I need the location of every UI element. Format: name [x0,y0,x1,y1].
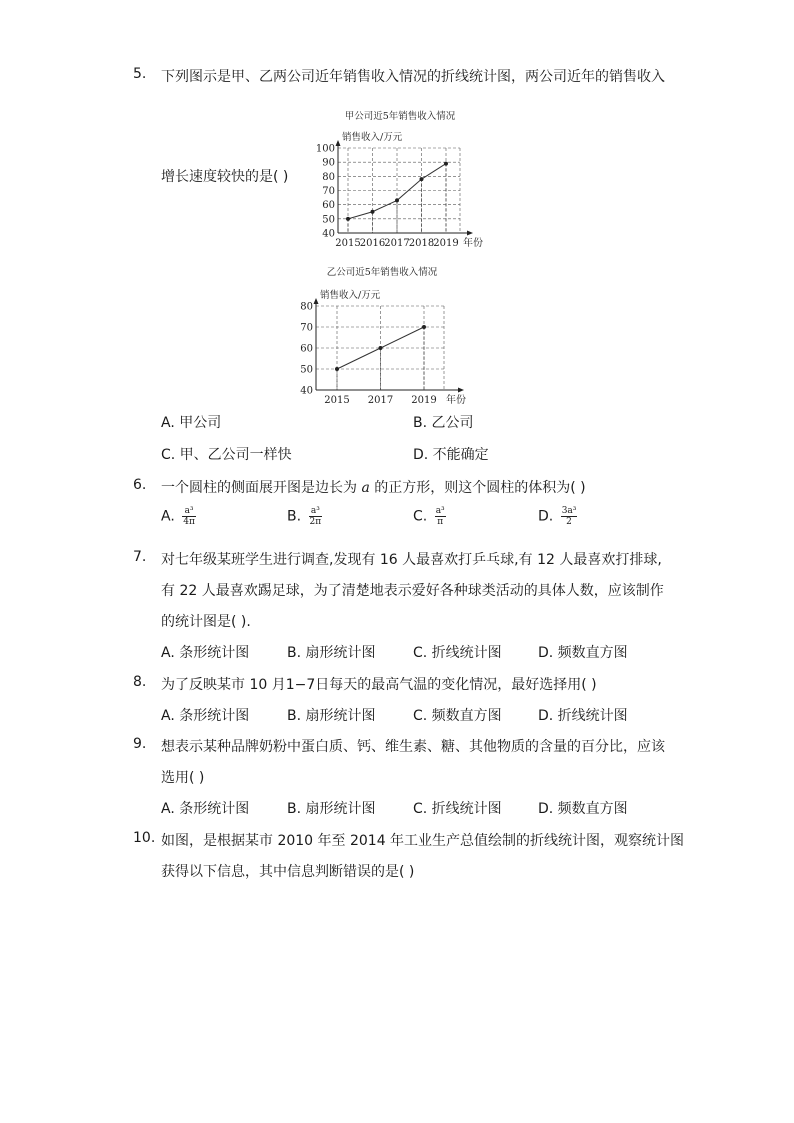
question-9-option-d[interactable]: D. 频数直方图 [538,801,628,817]
question-8-stem: 为了反映某市 10 月1−7日每天的最高气温的变化情况，最好选择用( ) [161,677,597,693]
fraction-numerator: a³ [182,506,196,517]
question-9-stem-line1: 想表示某种品牌奶粉中蛋白质、钙、维生素、糖、其他物质的含量的百分比，应该 [161,739,665,755]
question-7-number: 7. [133,549,147,565]
x-axis-label: 年份 [446,395,466,406]
y-tick-label: 90 [322,157,335,169]
x-tick-label: 2019 [433,238,459,249]
question-5-option-c[interactable]: C. 甲、乙公司一样快 [161,447,292,463]
x-tick-label: 2018 [408,238,435,249]
data-point [379,346,383,350]
data-point [371,210,375,214]
question-6-option-c[interactable] [413,506,446,527]
question-7-option-d[interactable]: D. 频数直方图 [538,645,628,661]
fraction-denominator: 2π [309,517,322,527]
question-9-option-b[interactable]: B. 扇形统计图 [287,801,376,817]
question-6-text-pre: 一个圆柱的侧面展开图是边长为 [161,480,362,496]
y-tick-label: 40 [300,385,313,397]
question-6-number: 6. [133,477,147,493]
y-tick-label: 60 [322,200,335,212]
option-label: C. [413,508,428,525]
y-axis-label: 销售收入/万元 [320,290,381,301]
question-6-option-a[interactable] [161,506,196,527]
question-6-text-post: 的正方形，则这个圆柱的体积为( ) [369,480,586,496]
option-label: D. [538,508,554,525]
question-5-stem-line2: 增长速度较快的是( ) [161,169,289,185]
chart-title: 乙公司近5年销售收入情况 [326,267,438,278]
chart-company-b [288,262,488,407]
y-tick-label: 50 [300,364,313,376]
fraction-numerator: a³ [435,506,445,516]
y-axis-arrow-icon [314,298,319,304]
question-7-option-c[interactable]: C. 折线统计图 [413,645,502,661]
x-tick-label: 2019 [411,395,437,406]
question-7-option-a[interactable]: A. 条形统计图 [161,645,250,661]
x-tick-label: 2016 [359,238,386,249]
data-point [335,367,339,371]
fraction [561,506,578,527]
x-tick-label: 2015 [324,395,350,406]
y-tick-label: 80 [300,301,313,313]
question-10-stem-line2: 获得以下信息，其中信息判断错误的是( ) [161,864,415,880]
question-9-number: 9. [133,736,147,752]
question-10-stem-line1: 如图，是根据某市 2010 年至 2014 年工业生产总值绘制的折线统计图，观察统计图 [161,833,685,849]
question-5-option-a[interactable]: A. 甲公司 [161,415,222,431]
fraction-numerator: 3a³ [561,506,577,516]
y-tick-label: 60 [300,343,313,355]
fraction [435,506,446,527]
option-label: A. [161,508,175,525]
chart-title: 甲公司近5年销售收入情况 [344,111,456,122]
question-8-option-b[interactable]: B. 扇形统计图 [287,708,376,724]
data-point [422,325,426,329]
question-7-stem-line3: 的统计图是( ). [161,614,251,630]
question-7-stem-line1: 对七年级某班学生进行调查,发现有 16 人最喜欢打乒乓球,有 12 人最喜欢打排球, [161,552,662,568]
data-point [395,198,399,202]
question-7-stem-line2: 有 22 人最喜欢踢足球，为了清楚地表示爱好各种球类活动的具体人数，应该制作 [161,583,664,599]
question-5-option-d[interactable]: D. 不能确定 [413,447,489,463]
question-9-stem-line2: 选用( ) [161,770,205,786]
y-tick-label: 40 [322,228,335,240]
x-axis-label: 年份 [463,238,483,249]
y-tick-label: 70 [322,186,335,197]
question-6-variable: a [361,480,370,496]
x-axis-arrow-icon [467,231,473,236]
fraction-numerator: a³ [309,506,323,517]
question-8-number: 8. [133,674,147,690]
option-label: B. [287,508,302,525]
fraction [182,506,196,527]
y-tick-label: 70 [300,322,313,334]
question-8-option-d[interactable]: D. 折线统计图 [538,708,628,724]
y-tick-label: 100 [315,143,335,155]
y-axis-arrow-icon [336,140,341,146]
question-5-stem-line1: 下列图示是甲、乙两公司近年销售收入情况的折线统计图，两公司近年的销售收入 [161,69,665,85]
x-tick-label: 2017 [367,395,394,406]
question-6-stem [161,477,586,497]
data-point [346,217,350,221]
question-8-option-a[interactable]: A. 条形统计图 [161,708,250,724]
fraction-denominator: π [437,517,444,527]
y-tick-label: 80 [322,171,335,183]
data-point [420,177,424,181]
question-5-number: 5. [133,66,147,82]
x-tick-label: 2017 [384,238,410,249]
x-axis-arrow-icon [458,388,464,393]
question-5-option-b[interactable]: B. 乙公司 [413,415,474,431]
data-point [444,162,448,166]
question-8-option-c[interactable]: C. 频数直方图 [413,708,502,724]
question-9-option-c[interactable]: C. 折线统计图 [413,801,502,817]
question-6-option-d[interactable] [538,506,577,527]
question-6-option-b[interactable] [287,506,322,527]
fraction-denominator: 4π [183,517,195,527]
x-tick-label: 2015 [335,238,361,249]
chart-company-a [300,106,500,251]
question-7-option-b[interactable]: B. 扇形统计图 [287,645,376,661]
question-10-number: 10. [133,830,156,846]
y-tick-label: 50 [322,214,335,226]
question-9-option-a[interactable]: A. 条形统计图 [161,801,250,817]
fraction-denominator: 2 [566,517,572,527]
y-axis-label: 销售收入/万元 [342,132,403,143]
fraction [309,506,323,527]
